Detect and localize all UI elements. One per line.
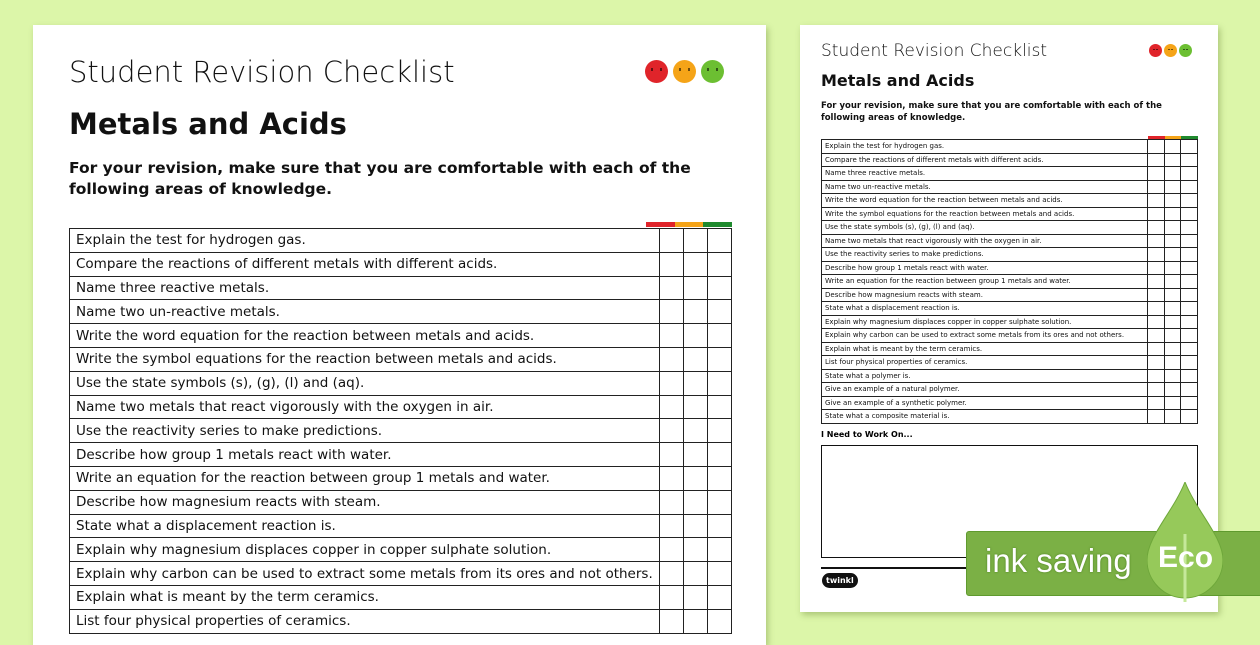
checklist-item: Describe how magnesium reacts with steam. (822, 288, 1148, 302)
rating-checkbox-green[interactable] (707, 229, 731, 253)
rating-checkbox-amber[interactable] (683, 395, 707, 419)
doc-intro: For your revision, make sure that you are comfortable with each of the following areas of knowledge. (821, 101, 1162, 123)
checklist-item: Write an equation for the reaction between group 1 metals and water. (70, 466, 660, 490)
rating-checkbox-green[interactable] (707, 419, 731, 443)
rating-checkbox-red[interactable] (659, 371, 683, 395)
checklist-item: Use the state symbols (s), (g), (l) and (aq). (70, 371, 660, 395)
checklist-table (69, 228, 732, 634)
rating-checkbox-amber[interactable] (1164, 248, 1181, 262)
checklist-row (70, 514, 732, 538)
rating-checkbox-green[interactable] (707, 585, 731, 609)
rating-checkbox-green[interactable] (1181, 180, 1198, 194)
checklist-row (822, 410, 1198, 424)
rating-checkbox-red[interactable] (659, 276, 683, 300)
checklist-row (70, 490, 732, 514)
checklist-row (822, 396, 1198, 410)
checklist-item: Write the symbol equations for the reaction between metals and acids. (70, 347, 660, 371)
rating-checkbox-red[interactable] (659, 419, 683, 443)
rating-checkbox-red[interactable] (659, 300, 683, 324)
rating-checkbox-red[interactable] (659, 466, 683, 490)
rating-checkbox-green[interactable] (707, 371, 731, 395)
rating-checkbox-red[interactable] (659, 609, 683, 633)
rating-checkbox-amber[interactable] (1164, 234, 1181, 248)
rating-checkbox-red[interactable] (1147, 153, 1164, 167)
checklist-row (822, 288, 1198, 302)
rating-checkbox-red[interactable] (1147, 356, 1164, 370)
rating-bar (703, 222, 732, 227)
rating-checkbox-green[interactable] (707, 466, 731, 490)
rating-checkbox-amber[interactable] (1164, 356, 1181, 370)
rating-checkbox-amber[interactable] (1164, 396, 1181, 410)
rating-checkbox-amber[interactable] (683, 538, 707, 562)
rating-checkbox-red[interactable] (659, 538, 683, 562)
doc-title: Student Revision Checklist (821, 41, 1048, 61)
rating-checkbox-amber[interactable] (683, 514, 707, 538)
rating-checkbox-green[interactable] (1181, 342, 1198, 356)
checklist-item: State what a polymer is. (822, 369, 1148, 383)
checklist-row (822, 329, 1198, 343)
checklist-row (70, 538, 732, 562)
checklist-item: Explain the test for hydrogen gas. (70, 229, 660, 253)
rating-checkbox-green[interactable] (1181, 275, 1198, 289)
rating-checkbox-red[interactable] (659, 347, 683, 371)
doc-title: Student Revision Checklist (69, 55, 455, 89)
rating-checkbox-red[interactable] (1147, 383, 1164, 397)
rating-faces (645, 60, 724, 83)
checklist-item: Explain what is meant by the term ceramics. (70, 585, 660, 609)
rating-checkbox-amber[interactable] (683, 276, 707, 300)
rating-checkbox-amber[interactable] (683, 371, 707, 395)
rating-checkbox-red[interactable] (659, 490, 683, 514)
rating-checkbox-green[interactable] (1181, 369, 1198, 383)
rating-checkbox-red[interactable] (1147, 396, 1164, 410)
twinkl-logo: twinkl (822, 573, 858, 588)
rating-checkbox-red[interactable] (659, 395, 683, 419)
checklist-item: Explain why carbon can be used to extract some metals from its ores and not others. (70, 562, 660, 586)
rating-checkbox-green[interactable] (707, 300, 731, 324)
checklist-item: List four physical properties of ceramics. (822, 356, 1148, 370)
rating-checkbox-green[interactable] (707, 562, 731, 586)
checklist-item: Explain why carbon can be used to extract some metals from its ores and not others. (822, 329, 1148, 343)
rating-checkbox-amber[interactable] (683, 609, 707, 633)
happy-face-icon (701, 60, 724, 83)
doc-subtitle: Metals and Acids (69, 107, 347, 141)
checklist-item: Use the reactivity series to make predictions. (70, 419, 660, 443)
checklist-row (822, 221, 1198, 235)
checklist-row (822, 234, 1198, 248)
rating-checkbox-green[interactable] (707, 395, 731, 419)
rating-checkbox-amber[interactable] (1164, 180, 1181, 194)
checklist-item: Name three reactive metals. (822, 167, 1148, 181)
rating-checkbox-green[interactable] (707, 490, 731, 514)
rating-checkbox-red[interactable] (1147, 234, 1164, 248)
rating-checkbox-green[interactable] (707, 347, 731, 371)
checklist-item: Compare the reactions of different metals with different acids. (822, 153, 1148, 167)
rating-checkbox-green[interactable] (707, 609, 731, 633)
rating-color-bars (646, 222, 732, 227)
doc-intro: For your revision, make sure that you are comfortable with each of the following areas of knowledge. (69, 159, 691, 198)
rating-checkbox-green[interactable] (1181, 302, 1198, 316)
checklist-row (70, 609, 732, 633)
checklist-row (70, 347, 732, 371)
checklist-item: State what a composite material is. (822, 410, 1148, 424)
checklist-row (822, 369, 1198, 383)
eco-label: Eco (1158, 541, 1214, 574)
rating-checkbox-red[interactable] (1147, 342, 1164, 356)
checklist-row (822, 383, 1198, 397)
rating-checkbox-green[interactable] (707, 514, 731, 538)
rating-checkbox-amber[interactable] (1164, 221, 1181, 235)
rating-checkbox-amber[interactable] (683, 419, 707, 443)
checklist-row (70, 229, 732, 253)
rating-checkbox-green[interactable] (707, 276, 731, 300)
rating-checkbox-amber[interactable] (683, 300, 707, 324)
checklist-row (70, 395, 732, 419)
rating-checkbox-amber[interactable] (683, 490, 707, 514)
rating-checkbox-red[interactable] (1147, 248, 1164, 262)
rating-checkbox-green[interactable] (1181, 207, 1198, 221)
checklist-row (822, 356, 1198, 370)
rating-checkbox-red[interactable] (659, 562, 683, 586)
rating-checkbox-amber[interactable] (683, 252, 707, 276)
rating-checkbox-amber[interactable] (683, 324, 707, 348)
rating-checkbox-amber[interactable] (1164, 369, 1181, 383)
rating-checkbox-red[interactable] (1147, 167, 1164, 181)
rating-checkbox-red[interactable] (1147, 315, 1164, 329)
checklist-row (822, 248, 1198, 262)
rating-checkbox-amber[interactable] (1164, 342, 1181, 356)
rating-checkbox-red[interactable] (1147, 221, 1164, 235)
checklist-item: Name three reactive metals. (70, 276, 660, 300)
checklist-table (821, 139, 1198, 424)
ink-saving-text: ink saving (985, 542, 1132, 579)
checklist-item: Describe how group 1 metals react with water. (822, 261, 1148, 275)
checklist-row (70, 585, 732, 609)
rating-checkbox-amber[interactable] (1164, 207, 1181, 221)
checklist-row (822, 302, 1198, 316)
rating-checkbox-amber[interactable] (1164, 410, 1181, 424)
rating-checkbox-green[interactable] (1181, 410, 1198, 424)
rating-checkbox-amber[interactable] (683, 347, 707, 371)
checklist-item: Write the word equation for the reaction between metals and acids. (822, 194, 1148, 208)
checklist-row (822, 207, 1198, 221)
rating-checkbox-red[interactable] (1147, 369, 1164, 383)
rating-checkbox-green[interactable] (1181, 396, 1198, 410)
rating-checkbox-green[interactable] (1181, 383, 1198, 397)
checklist-item: Write the word equation for the reaction between metals and acids. (70, 324, 660, 348)
rating-checkbox-red[interactable] (659, 324, 683, 348)
rating-checkbox-red[interactable] (659, 514, 683, 538)
checklist-item: Give an example of a natural polymer. (822, 383, 1148, 397)
rating-checkbox-green[interactable] (1181, 140, 1198, 154)
rating-checkbox-red[interactable] (1147, 410, 1164, 424)
neutral-face-icon (673, 60, 696, 83)
rating-checkbox-amber[interactable] (1164, 288, 1181, 302)
preview-page-large (33, 25, 766, 645)
checklist-row (822, 194, 1198, 208)
rating-checkbox-red[interactable] (1147, 288, 1164, 302)
checklist-item: Name two metals that react vigorously with the oxygen in air. (70, 395, 660, 419)
rating-checkbox-green[interactable] (707, 324, 731, 348)
rating-checkbox-red[interactable] (1147, 329, 1164, 343)
rating-checkbox-green[interactable] (1181, 261, 1198, 275)
rating-checkbox-amber[interactable] (1164, 315, 1181, 329)
rating-checkbox-amber[interactable] (683, 562, 707, 586)
checklist-item: Explain what is meant by the term ceramics. (822, 342, 1148, 356)
rating-checkbox-amber[interactable] (1164, 329, 1181, 343)
rating-checkbox-green[interactable] (1181, 153, 1198, 167)
rating-checkbox-amber[interactable] (683, 585, 707, 609)
rating-checkbox-green[interactable] (1181, 221, 1198, 235)
checklist-row (70, 276, 732, 300)
neutral-face-icon (1164, 44, 1177, 57)
doc-subtitle: Metals and Acids (821, 71, 975, 90)
rating-checkbox-red[interactable] (1147, 261, 1164, 275)
checklist-item: Explain the test for hydrogen gas. (822, 140, 1148, 154)
rating-faces (1149, 44, 1192, 57)
checklist-item: State what a displacement reaction is. (822, 302, 1148, 316)
rating-checkbox-green[interactable] (1181, 194, 1198, 208)
checklist-row (70, 562, 732, 586)
checklist-item: Name two metals that react vigorously with the oxygen in air. (822, 234, 1148, 248)
checklist-row (70, 252, 732, 276)
checklist-item: Use the reactivity series to make predictions. (822, 248, 1148, 262)
rating-checkbox-amber[interactable] (1164, 261, 1181, 275)
checklist-row (70, 419, 732, 443)
checklist-row (822, 153, 1198, 167)
rating-checkbox-red[interactable] (659, 443, 683, 467)
checklist-item: Name two un-reactive metals. (822, 180, 1148, 194)
rating-bar (646, 222, 675, 227)
rating-checkbox-amber[interactable] (683, 229, 707, 253)
checklist-item: Give an example of a synthetic polymer. (822, 396, 1148, 410)
rating-checkbox-green[interactable] (1181, 248, 1198, 262)
rating-checkbox-green[interactable] (707, 252, 731, 276)
rating-checkbox-red[interactable] (1147, 207, 1164, 221)
rating-checkbox-red[interactable] (1147, 180, 1164, 194)
rating-checkbox-green[interactable] (1181, 356, 1198, 370)
checklist-row (822, 342, 1198, 356)
rating-checkbox-red[interactable] (1147, 140, 1164, 154)
sad-face-icon (645, 60, 668, 83)
checklist-row (70, 371, 732, 395)
checklist-item: Explain why magnesium displaces copper in copper sulphate solution. (822, 315, 1148, 329)
checklist-row (70, 324, 732, 348)
checklist-row (70, 443, 732, 467)
rating-checkbox-green[interactable] (1181, 234, 1198, 248)
rating-checkbox-amber[interactable] (1164, 194, 1181, 208)
rating-checkbox-red[interactable] (1147, 194, 1164, 208)
rating-checkbox-amber[interactable] (1164, 275, 1181, 289)
rating-checkbox-green[interactable] (1181, 329, 1198, 343)
rating-checkbox-red[interactable] (1147, 302, 1164, 316)
rating-checkbox-amber[interactable] (683, 443, 707, 467)
rating-checkbox-red[interactable] (659, 229, 683, 253)
checklist-item: Use the state symbols (s), (g), (l) and (aq). (822, 221, 1148, 235)
rating-checkbox-amber[interactable] (1164, 383, 1181, 397)
rating-checkbox-red[interactable] (1147, 275, 1164, 289)
rating-bar (675, 222, 704, 227)
rating-checkbox-amber[interactable] (1164, 140, 1181, 154)
rating-checkbox-amber[interactable] (1164, 167, 1181, 181)
checklist-item: Write an equation for the reaction between group 1 metals and water. (822, 275, 1148, 289)
checklist-item: Compare the reactions of different metals with different acids. (70, 252, 660, 276)
checklist-row (70, 466, 732, 490)
checklist-row (822, 261, 1198, 275)
rating-checkbox-green[interactable] (1181, 167, 1198, 181)
checklist-row (70, 300, 732, 324)
rating-checkbox-green[interactable] (707, 538, 731, 562)
checklist-row (822, 180, 1198, 194)
checklist-row (822, 275, 1198, 289)
checklist-row (822, 315, 1198, 329)
rating-checkbox-amber[interactable] (1164, 153, 1181, 167)
rating-checkbox-amber[interactable] (1164, 302, 1181, 316)
rating-checkbox-green[interactable] (1181, 315, 1198, 329)
checklist-row (822, 140, 1198, 154)
rating-checkbox-red[interactable] (659, 585, 683, 609)
checklist-item: State what a displacement reaction is. (70, 514, 660, 538)
checklist-item: Write the symbol equations for the reaction between metals and acids. (822, 207, 1148, 221)
sad-face-icon (1149, 44, 1162, 57)
rating-checkbox-green[interactable] (707, 443, 731, 467)
rating-checkbox-red[interactable] (659, 252, 683, 276)
checklist-row (822, 167, 1198, 181)
checklist-item: Describe how group 1 metals react with water. (70, 443, 660, 467)
checklist-item: Explain why magnesium displaces copper in copper sulphate solution. (70, 538, 660, 562)
checklist-item: Describe how magnesium reacts with steam. (70, 490, 660, 514)
rating-checkbox-green[interactable] (1181, 288, 1198, 302)
checklist-item: Name two un-reactive metals. (70, 300, 660, 324)
happy-face-icon (1179, 44, 1192, 57)
rating-checkbox-amber[interactable] (683, 466, 707, 490)
checklist-item: List four physical properties of ceramics. (70, 609, 660, 633)
work-on-label: I Need to Work On... (821, 430, 913, 439)
